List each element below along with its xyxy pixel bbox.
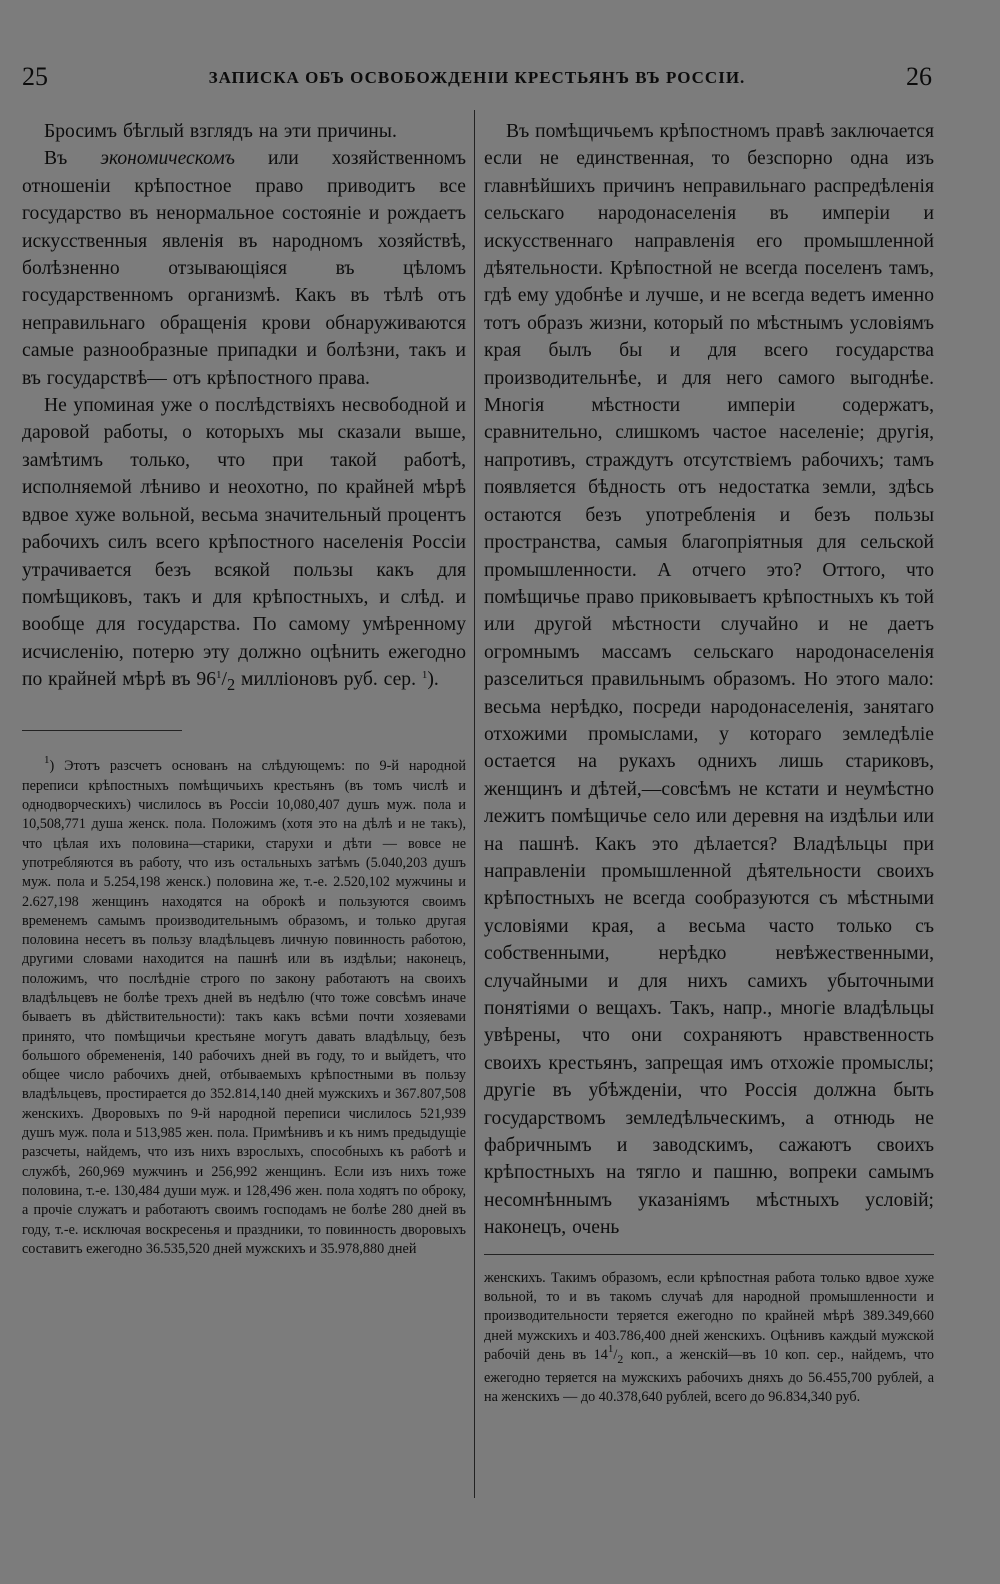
footnote-left <box>22 754 466 1259</box>
left-p3-text: Не упоминая уже о послѣдствiяхъ несвободной и даровой работы, о которыхъ мы сказали выше, замѣтимъ только, что при такой работѣ, исполняемой лѣниво и неохотно, по крайней мѣрѣ вдвое хуже вольной, весьма значительный процентъ рабочихъ силъ всего крѣпостного населенiя Россiи утрачивается безъ всякой пользы какъ для помѣщиковъ, такъ и для крѣпостныхъ, и слѣд. и вообще для государства. По самому умѣренному исчисленiю, потерю эту должно оцѣнить ежегодно по крайней мѣрѣ въ 96 <box>22 395 466 691</box>
fraction-denominator: 2 <box>226 675 236 695</box>
footnote-paragraph <box>22 754 466 1259</box>
left-p2-emphasis: экономическомъ <box>100 148 235 170</box>
fraction-numerator: 1 <box>216 669 222 682</box>
fraction-slash-fn: / <box>613 1346 618 1363</box>
page-number-right: 26 <box>906 62 932 91</box>
footnote-right-text: женскихъ. Такимъ образомъ, если крѣпостная работа только вдвое хуже вольной, то и въ такомъ случаѣ для народной промышленности и производительности теряется ежегодно по крайней мѣрѣ 389.349,660 дней мужскихъ и 403.786,400 дней женскихъ. Оцѣнивъ каждый мужской рабочiй день въ 14 <box>484 1269 934 1363</box>
left-p2-lead: Въ <box>44 148 101 170</box>
footnote-marker: 1 <box>44 754 50 767</box>
right-paragraph-1: Въ помѣщичьемъ крѣпостномъ правѣ заключается если не единственная, то безспорно одна изъ главнѣйшихъ причинъ неправильнаго распредѣленiя сельскаго народонаселенiя въ имперiи и искусственнаго направленiя его промышленной дѣятельности. Крѣпостной не всегда поселенъ тамъ, гдѣ ему удобнѣе и лучше, и не всегда ведетъ именно тотъ образъ жизни, который по мѣстнымъ условiямъ края былъ бы и для всего государства производительнѣе, и для него самого выгоднѣе. Многiя мѣстности имперiи содержатъ, сравнительно, слишкомъ частое населенiе; другiя, напротивъ, страждутъ отсутствiемъ рабочихъ; тамъ появляется бѣдность отъ недостатка земли, здѣсь остаются безъ употребленiя и безъ пользы пространства, самыя благопрiятныя для сельской промышленности. А отчего это? Оттого, что помѣщичье право приковываетъ крѣпостныхъ къ той или другой мѣстности случайно и не даетъ огромнымъ массамъ сельскаго народонаселенiя разселиться правильнымъ образомъ. Но этого мало: весьма нерѣдко, посреди народонаселенiя, занятаго отхожими промыслами, у котораго земледѣлiе остается на рукахъ однихъ лишь стариковъ, женщинъ и дѣтей,—совсѣмъ не кстати и неумѣстно лежитъ помѣщичье село или деревня на издѣльи или на пашнѣ. Какъ это дѣлается? Владѣльцы при направленiи промышленной дѣятельности своихъ крѣпостныхъ не всегда сообразуются съ мѣстными условiями края, а весьма часто только съ собственными, нерѣдко невѣжественными, случайными и для нихъ самихъ убыточными понятiями о вещахъ. Такъ, напр., многiе владѣльцы увѣрены, что они сохраняютъ нравственность своихъ крестьянъ, запрещая имъ отхожiе промыслы; другiе въ убѣжденiи, что Россiя должна быть государствомъ земледѣльческимъ, а отнюдь не фабричнымъ и заводскимъ, сажаютъ своихъ крѣпостныхъ на тягло и пашню, вопреки самымъ несомнѣннымъ указанiямъ мѣстныхъ условiй; наконецъ, очень <box>484 121 935 1239</box>
right-body-text <box>484 118 934 1242</box>
footnote-right <box>484 1269 934 1408</box>
left-paragraph-3 <box>22 392 466 698</box>
fraction-denominator-fn: 2 <box>617 1351 624 1366</box>
page-number-left: 25 <box>22 62 48 91</box>
footnote-continuation <box>484 1269 934 1408</box>
running-title: ЗАПИСКА ОБЪ ОСВОБОЖДЕНIИ КРЕСТЬЯНЪ ВЪ РОССIИ. <box>208 68 746 87</box>
left-column <box>22 118 466 1259</box>
left-p3-end: ). <box>427 669 439 691</box>
left-body-text <box>22 118 466 698</box>
left-p3-text-2: миллiоновъ руб. сер. <box>235 669 422 691</box>
left-paragraph-1: Бросимъ бѣглый взглядъ на эти причины. <box>44 121 397 142</box>
footnote-separator-right <box>484 1254 934 1255</box>
footnote-reference: 1 <box>421 669 428 682</box>
fraction-numerator-fn: 1 <box>607 1342 614 1355</box>
left-paragraph-2 <box>22 145 466 392</box>
right-column <box>484 118 934 1408</box>
footnote-separator <box>22 730 182 731</box>
fraction-slash: / <box>221 669 227 691</box>
column-divider <box>474 110 475 1498</box>
page-header <box>22 62 932 96</box>
footnote-text: ) Этотъ разсчетъ основанъ на слѣдующемъ: по 9-й народной переписи крѣпостныхъ помѣщичьихъ крестьянъ (въ томъ числѣ и однодворческихъ) числилось въ Россiи 10,080,407 душъ муж. пола и 10,508,771 душа женск. пола. Положимъ (хотя это на дѣлѣ и не такъ), что цѣлая ихъ половина—старики, старухи и дѣти — вовсе не употребляются въ работу, что изъ остальныхъ затѣмъ (5.040,203 душъ муж. пола и 5.254,198 женск.) половина же, т.-е. 2.520,102 мужчины и 2.627,198 женщинъ находятся на оброкѣ и пользуются своимъ временемъ самымъ производительнымъ образомъ, и только другая половина несетъ въ пользу владѣльцевъ личную повинность работою, другими словами находится на пашнѣ или въ издѣльи; наконецъ, положимъ, что послѣднiе строго по закону работаютъ на своихъ владѣльцевъ не болѣе трехъ дней въ недѣлю (что тоже совсѣмъ иначе бываетъ въ дѣйствительности): такъ какъ всѣми почти хозяевами принято, что помѣщичьи крестьяне могутъ давать владѣльцу, безъ большого обремененiя, 140 рабочихъ дней въ году, то и выйдетъ, что общее число рабочихъ дней, отбываемыхъ крѣпостными въ пользу владѣльцевъ, простирается до 352.814,140 дней мужскихъ и 367.807,508 женскихъ. Дворовыхъ по 9-й народной переписи числилось 521,939 душъ муж. пола и 513,985 жен. пола. Примѣнивъ и къ нимъ предыдущiе разсчеты, найдемъ, что изъ нихъ взрослыхъ, способныхъ къ работѣ и службѣ, 260,969 мужчинъ и 256,992 женщинъ. Если изъ нихъ тоже половина, т.-е. 130,484 души муж. и 128,496 жен. пола ходятъ по оброку, а прочiе служатъ и работаютъ своимъ господамъ не болѣе 280 дней въ году, т.-е. исключая воскресенья и праздники, то повинность дворовыхъ составитъ ежегодно 36.535,520 дней мужскихъ и 35.978,880 дней <box>22 758 466 1257</box>
footnote-right-text-2: коп., а женскiй—въ 10 коп. сер., найдемъ, что ежегодно теряется на мужскихъ рабочихъ дняхъ до 56.455,700 рублей, а на женскихъ — до 40.378,640 рублей, всего до 96.834,340 руб. <box>484 1346 935 1406</box>
left-p2-rest: или хозяйственномъ отношенiи крѣпостное право приводитъ все государство въ ненормальное состоянiе и рождаетъ искусственныя явленiя въ народномъ хозяйствѣ, болѣзненно отзывающiяся въ цѣломъ государственномъ организмѣ. Какъ въ тѣлѣ отъ неправильнаго обращенiя крови обнаруживаются самые разнообразные припадки и болѣзни, такъ и въ государствѣ— отъ крѣпостного права. <box>22 148 466 389</box>
